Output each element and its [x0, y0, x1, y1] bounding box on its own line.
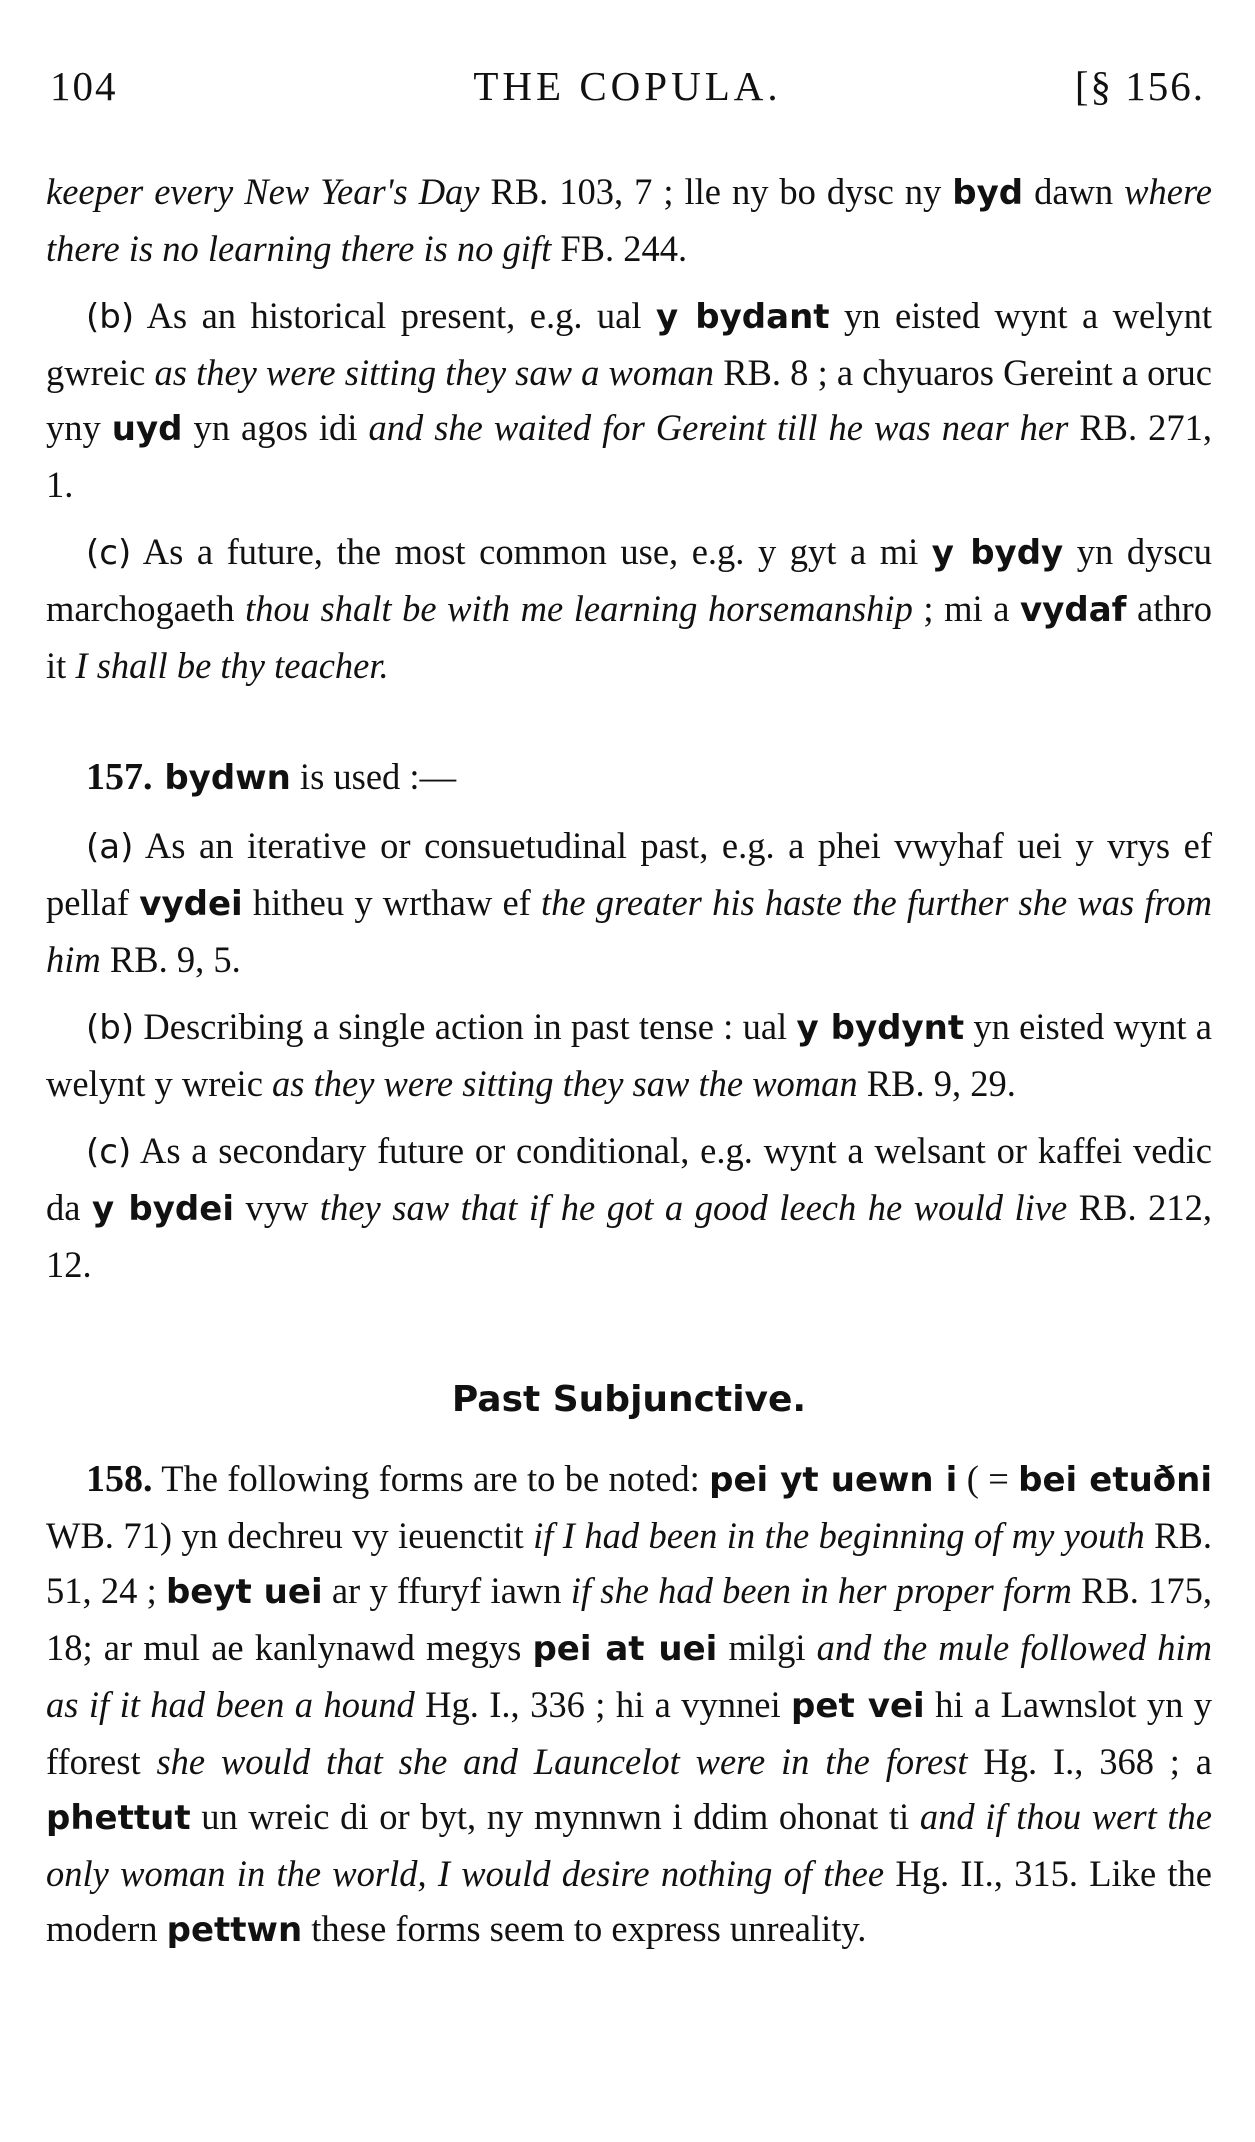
welsh-form: y bydant	[655, 297, 830, 337]
translation: if she had been in her proper form	[570, 1570, 1072, 1611]
text: FB. 244.	[551, 228, 688, 269]
text: RB. 271, 1.	[46, 407, 1213, 505]
text: hi a Lawnslot yn y fforest	[46, 1684, 1213, 1782]
translation: thou shalt be with me learning horsemanship	[245, 588, 913, 629]
translation: and if thou wert the only woman in the world, I would desire nothing of thee	[46, 1796, 1212, 1894]
text: RB. 8 ; a chyuaros Gereint a oruc yny	[46, 352, 1213, 448]
translation: they saw that if he got a good leech he would live	[319, 1187, 1068, 1228]
text: yn dyscu marchogaeth	[46, 531, 1212, 629]
welsh-form: pei yt uewn i	[709, 1460, 958, 1500]
welsh-form: beyt uei	[165, 1572, 323, 1612]
welsh-form: vydaf	[1020, 590, 1127, 630]
text: As an iterative or consuetudinal past, e.g. a phei vwyhaf uei y vrys ef pellaf	[46, 825, 1212, 923]
item-label: (b)	[86, 1008, 135, 1048]
item-label: (b)	[86, 297, 135, 337]
welsh-form: byd	[952, 173, 1024, 213]
text: hitheu y wrthaw ef	[242, 882, 541, 923]
paragraph-156-c	[46, 524, 1212, 693]
translation: as they were sitting they saw a woman	[154, 352, 715, 393]
text: yn agos idi	[182, 407, 369, 448]
text: is used :—	[290, 756, 457, 797]
running-header	[50, 62, 1205, 122]
welsh-form: y bydynt	[796, 1008, 965, 1048]
translation: if I had been in the beginning of my youth	[533, 1515, 1145, 1556]
text: RB. 51, 24 ;	[46, 1515, 1212, 1611]
welsh-form: phettut	[46, 1798, 191, 1838]
section-number: 158.	[86, 1458, 153, 1500]
text: yn eisted wynt a welynt y wreic	[46, 1006, 1212, 1104]
text: milgi	[717, 1627, 817, 1668]
text: RB. 175, 18; ar mul ae kanlynawd megys	[46, 1570, 1213, 1668]
translation: and the mule followed him as if it had been a hound	[46, 1627, 1212, 1725]
text: dawn	[1023, 171, 1125, 212]
text: these forms seem to express unreality.	[302, 1908, 867, 1949]
text: RB. 9, 5.	[100, 939, 241, 980]
welsh-form: bei etuðni	[1018, 1460, 1213, 1500]
text: Hg. I., 336 ; hi a vynnei	[414, 1684, 792, 1725]
translation: I shall be thy teacher.	[75, 645, 389, 686]
text: As an historical present, e.g. ual	[134, 295, 656, 336]
item-label: (c)	[86, 533, 132, 573]
text: RB. 212, 12.	[46, 1187, 1213, 1285]
page-body	[46, 164, 1212, 1958]
text: Hg. I., 368 ; a	[967, 1741, 1212, 1782]
paragraph-157-c	[46, 1123, 1212, 1292]
welsh-form: uyd	[111, 409, 183, 449]
text: ; mi a	[912, 588, 1021, 629]
translation: and she waited for Gereint till he was near her	[368, 407, 1069, 448]
text: RB. 103, 7 ; lle ny bo dysc ny	[479, 171, 953, 212]
paragraph-156-continuation	[46, 164, 1212, 276]
paragraph-156-b	[46, 288, 1212, 512]
translation: as they were sitting they saw the woman	[272, 1063, 858, 1104]
paragraph-157-a	[46, 818, 1212, 987]
text: vyw	[233, 1187, 320, 1228]
translation: keeper every New Year's Day	[46, 171, 480, 212]
page-number: 104	[50, 63, 118, 109]
text: yn eisted wynt a welynt gwreic	[46, 295, 1212, 393]
translation: where there is no learning there is no gift	[46, 171, 1213, 269]
translation: she would that she and Launcelot were in the forest	[156, 1741, 968, 1782]
text: ar y ffuryf iawn	[322, 1570, 571, 1611]
welsh-form: pet vei	[791, 1686, 925, 1726]
translation: the greater his haste the further she was from him	[46, 882, 1212, 980]
item-label: (a)	[86, 827, 134, 867]
paragraph-157	[46, 749, 1212, 806]
section-heading: Past Subjunctive.	[451, 1379, 807, 1420]
welsh-form: pei at uei	[532, 1629, 718, 1669]
section-number: 157.	[86, 756, 153, 798]
item-label: (c)	[86, 1132, 132, 1172]
paragraph-158	[46, 1451, 1212, 1958]
welsh-form: y bydei	[92, 1189, 234, 1229]
text: WB. 71) yn dechreu vy ieuenctit	[46, 1515, 534, 1556]
welsh-form: vydei	[139, 884, 243, 924]
text: Describing a single action in past tense : ual	[134, 1006, 797, 1047]
text: As a secondary future or conditional, e.g. wynt a welsant or kaffei vedic da	[46, 1130, 1212, 1228]
welsh-form: pettwn	[166, 1910, 303, 1950]
text: Hg. II., 315. Like the modern	[46, 1853, 1212, 1949]
text: ( =	[957, 1458, 1019, 1499]
welsh-form: y bydy	[931, 533, 1064, 573]
chapter-title: THE COPULA.	[473, 63, 782, 109]
section-marker: [§ 156.	[1074, 63, 1205, 109]
text: un wreic di or byt, ny mynnwn i ddim ohonat ti	[190, 1796, 920, 1837]
paragraph-157-b	[46, 999, 1212, 1111]
text: The following forms are to be noted:	[152, 1458, 710, 1499]
text: RB. 9, 29.	[857, 1063, 1016, 1104]
text: As a future, the most common use, e.g. y gyt a mi	[131, 531, 932, 572]
text: athro it	[46, 588, 1213, 686]
welsh-form: bydwn	[152, 758, 291, 798]
